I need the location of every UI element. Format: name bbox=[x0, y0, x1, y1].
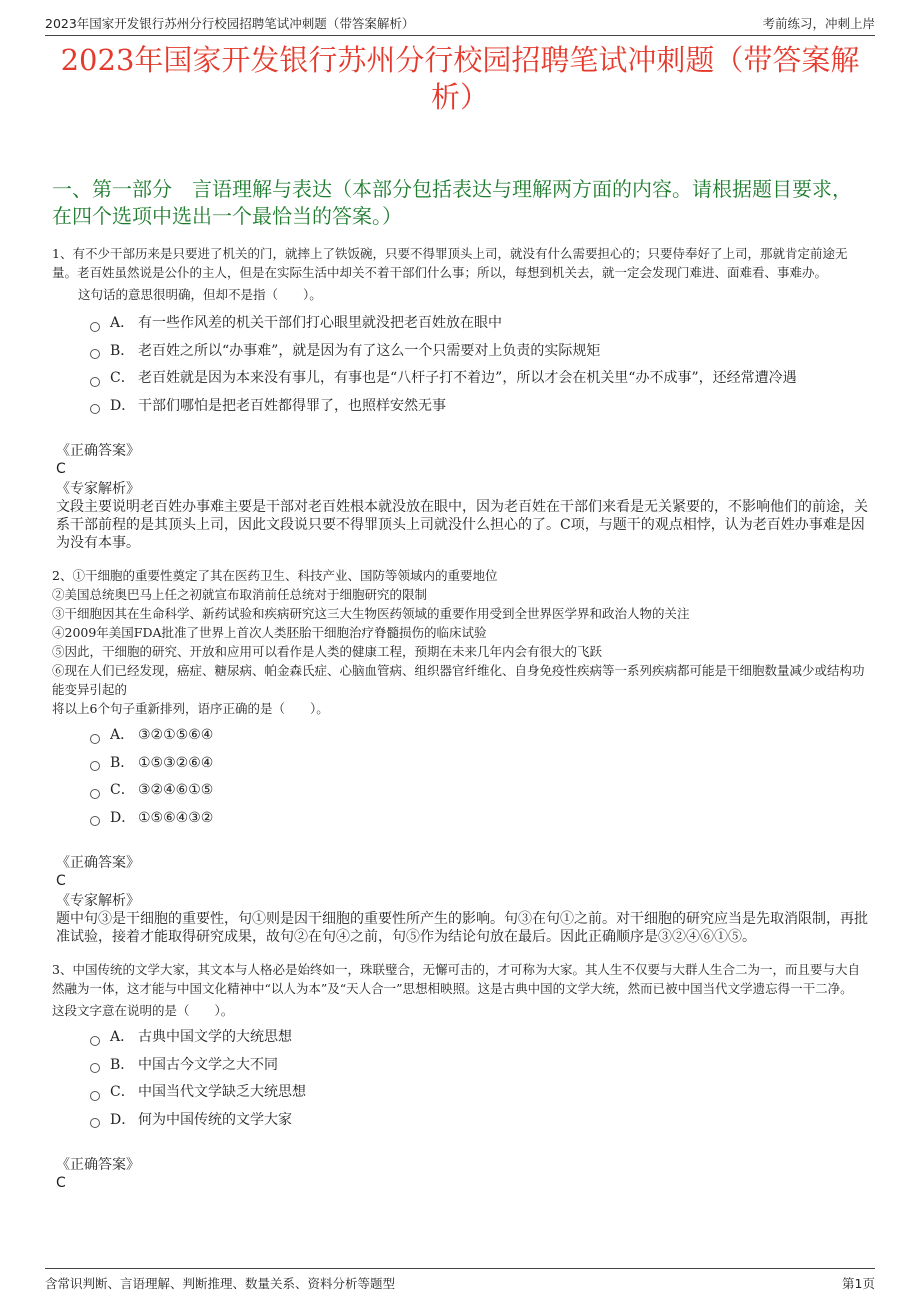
option-d[interactable]: D． ①⑤⑥④③② bbox=[90, 805, 868, 833]
page-header bbox=[45, 10, 875, 36]
statement-4: ④2009年美国FDA批准了世界上首次人类胚胎干细胞治疗脊髓损伤的临床试验 bbox=[52, 625, 487, 640]
statement-3: ③干细胞因其在生命科学、新药试验和疾病研究这三大生物医药领域的重要作用受到全世界医学界和政治人物的关注 bbox=[52, 606, 690, 621]
radio-icon[interactable] bbox=[90, 734, 100, 744]
header-doc-title: 2023年国家开发银行苏州分行校园招聘笔试冲刺题（带答案解析） bbox=[45, 16, 415, 31]
option-c[interactable]: C． ③②④⑥①⑤ bbox=[90, 777, 868, 805]
statement-2: ②美国总统奥巴马上任之初就宣布取消前任总统对于细胞研究的限制 bbox=[52, 587, 428, 602]
radio-icon[interactable] bbox=[90, 789, 100, 799]
question-1 bbox=[52, 244, 868, 552]
page-title: 2023年国家开发银行苏州分行校园招聘笔试冲刺题（带答案解析） bbox=[60, 43, 860, 114]
analysis-text: 文段主要说明老百姓办事难主要是干部对老百姓根本就没放在眼中，因为老百姓在干部们来看是无关紧要的，不影响他们的前途，关系干部前程的是其顶头上司，因此文段说只要不得罪顶头上司就没什么担心的了。C项，与题干的观点相悖，认为老百姓办事难是因为没有本事。 bbox=[56, 499, 868, 551]
option-b[interactable]: B． ①⑤③②⑥④ bbox=[90, 750, 868, 778]
option-b[interactable]: B． 中国古今文学之大不同 bbox=[90, 1052, 868, 1080]
answer-value: C bbox=[56, 461, 66, 477]
radio-icon[interactable] bbox=[90, 349, 100, 359]
analysis-text: 题中句③是干细胞的重要性，句①则是因干细胞的重要性所产生的影响。句③在句①之前。对干细胞的研究应当是先取消限制，再批准试验，接着才能取得研究成果，故句②在句④之前，句⑤作为结论句放在最后。因此正确顺序是③②④⑥①⑤。 bbox=[56, 911, 868, 945]
question-stem: 3、中国传统的文学大家，其文本与人格必是始终如一，珠联璧合，无懈可击的，才可称为大家。其人生不仅要与大群人生合二为一，而且要与大自然融为一体，这才能与中国文化精神中“以人为本”及“天人合一”思想相映照。这是古典中国的文学大统，然而已被中国当代文学遗忘得一干二净。 bbox=[52, 962, 860, 996]
answer-block bbox=[56, 854, 868, 946]
header-slogan: 考前练习，冲刺上岸 bbox=[762, 16, 875, 31]
option-c[interactable]: C． 老百姓就是因为本来没有事儿，有事也是“八杆子打不着边”，所以才会在机关里“办不成事”，还经常遭冷遇 bbox=[90, 365, 868, 393]
radio-icon[interactable] bbox=[90, 322, 100, 332]
question-prompt: 这段文字意在说明的是（ ）。 bbox=[52, 1003, 234, 1018]
answer-label: 《正确答案》 bbox=[56, 443, 140, 459]
statement-5: ⑤因此，干细胞的研究、开放和应用可以看作是人类的健康工程，预期在未来几年内会有很大的飞跃 bbox=[52, 644, 603, 659]
option-a[interactable]: A． 有一些作风差的机关干部们打心眼里就没把老百姓放在眼中 bbox=[90, 310, 868, 338]
question-list bbox=[52, 244, 868, 1206]
option-d[interactable]: D． 何为中国传统的文学大家 bbox=[90, 1107, 868, 1135]
option-list bbox=[90, 310, 868, 420]
answer-block bbox=[56, 442, 868, 552]
question-stem: 1、有不少干部历来是只要进了机关的门，就摔上了铁饭碗，只要不得罪顶头上司，就没有什么需要担心的；只要侍奉好了上司，那就肯定前途无量。老百姓虽然说是公仆的主人，但是在实际生活中却关不着干部们什么事；所以，每想到机关去，就一定会发现门难进、面难看、事难办。 bbox=[52, 246, 848, 280]
option-list bbox=[90, 1024, 868, 1134]
radio-icon[interactable] bbox=[90, 1063, 100, 1073]
option-b[interactable]: B． 老百姓之所以“办事难”，就是因为有了这么一个只需要对上负责的实际规矩 bbox=[90, 338, 868, 366]
analysis-label: 《专家解析》 bbox=[56, 893, 140, 909]
question-prompt: 将以上6个句子重新排列，语序正确的是（ ）。 bbox=[52, 701, 329, 716]
page-number: 第1页 bbox=[842, 1276, 875, 1291]
radio-icon[interactable] bbox=[90, 1036, 100, 1046]
section-title: 一、第一部分 言语理解与表达（本部分包括表达与理解两方面的内容。请根据题目要求，在四个选项中选出一个最恰当的答案。） bbox=[52, 177, 852, 228]
page-footer bbox=[45, 1268, 875, 1293]
question-stem: 2、①干细胞的重要性奠定了其在医药卫生、科技产业、国防等领域内的重要地位 bbox=[52, 568, 498, 583]
option-a[interactable]: A． 古典中国文学的大统思想 bbox=[90, 1024, 868, 1052]
statement-6: ⑥现在人们已经发现，癌症、糖尿病、帕金森氏症、心脑血管病、组织器官纤维化、自身免疫性疾病等一系列疾病都可能是干细胞数量减少或结构功能变异引起的 bbox=[52, 663, 865, 697]
radio-icon[interactable] bbox=[90, 761, 100, 771]
answer-block bbox=[56, 1156, 868, 1192]
analysis-label: 《专家解析》 bbox=[56, 481, 140, 497]
option-d[interactable]: D． 干部们哪怕是把老百姓都得罪了，也照样安然无事 bbox=[90, 393, 868, 421]
radio-icon[interactable] bbox=[90, 404, 100, 414]
option-list bbox=[90, 722, 868, 832]
radio-icon[interactable] bbox=[90, 377, 100, 387]
answer-label: 《正确答案》 bbox=[56, 855, 140, 871]
footer-topics: 含常识判断、言语理解、判断推理、数量关系、资料分析等题型 bbox=[45, 1276, 396, 1291]
radio-icon[interactable] bbox=[90, 816, 100, 826]
question-3 bbox=[52, 960, 868, 1192]
answer-value: C bbox=[56, 873, 66, 889]
question-prompt: 这句话的意思很明确，但却不是指（ ）。 bbox=[78, 287, 322, 302]
answer-value: C bbox=[56, 1175, 66, 1191]
question-2 bbox=[52, 566, 868, 946]
option-a[interactable]: A． ③②①⑤⑥④ bbox=[90, 722, 868, 750]
option-c[interactable]: C． 中国当代文学缺乏大统思想 bbox=[90, 1079, 868, 1107]
answer-label: 《正确答案》 bbox=[56, 1157, 140, 1173]
radio-icon[interactable] bbox=[90, 1118, 100, 1128]
radio-icon[interactable] bbox=[90, 1091, 100, 1101]
